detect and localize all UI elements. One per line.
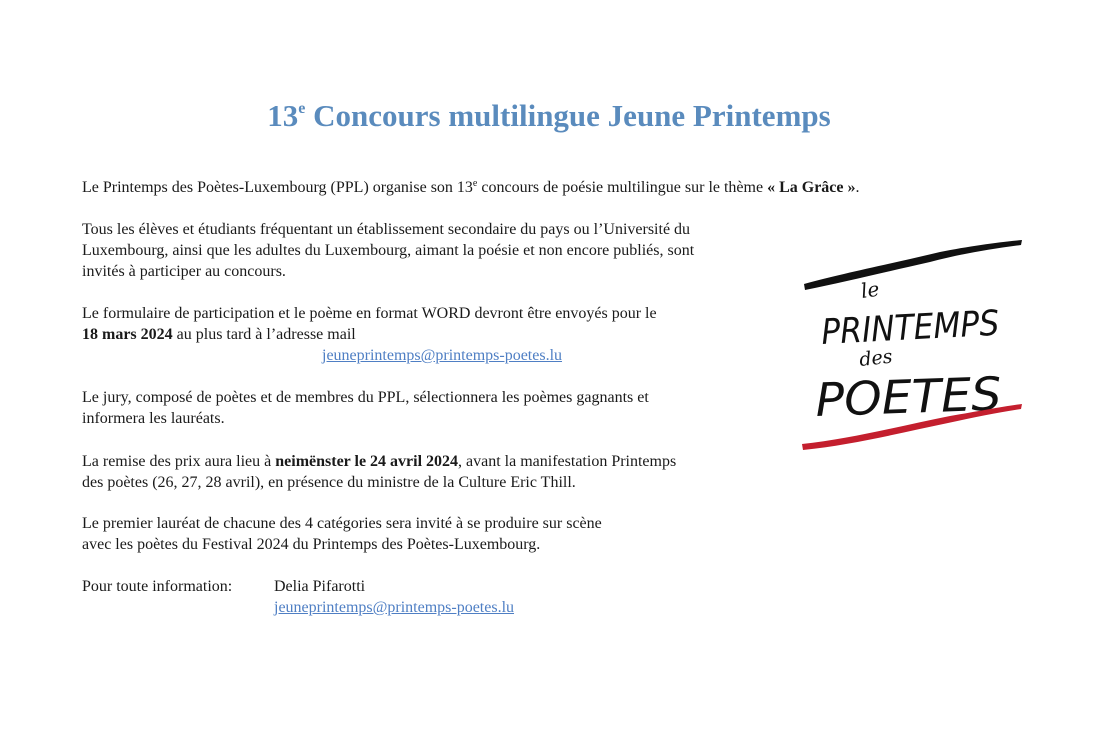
winners-line: Le premier lauréat de chacune des 4 catégories sera invité à se produire sur scène (82, 515, 602, 532)
intro-theme: « La Grâce » (767, 179, 856, 196)
submission-paragraph (82, 303, 657, 366)
submission-line-2 (82, 324, 657, 345)
contact-email-wrapper (82, 597, 514, 618)
ceremony-after: , avant la manifestation Printemps (458, 453, 677, 470)
logo-word-poetes: POETES (814, 366, 996, 427)
intro-before: Le Printemps des Poètes-Luxembourg (PPL) organise son 13 (82, 179, 473, 196)
intro-paragraph (82, 177, 860, 198)
logo-word-des: des (858, 345, 894, 371)
jury-line: informera les lauréats. (82, 410, 225, 427)
winners-paragraph (82, 513, 602, 555)
ceremony-venue-date: neimënster le 24 avril 2024 (275, 453, 459, 470)
title-number: 13 (267, 98, 299, 133)
eligibility-line: Luxembourg, ainsi que les adultes du Luxembourg, aimant la poésie et non encore publiés, sont (82, 242, 695, 259)
ceremony-paragraph (82, 451, 676, 493)
title-ordinal: e (298, 100, 306, 117)
contact-name: Delia Pifarotti (274, 578, 366, 595)
logo-top-stroke (804, 240, 1022, 290)
logo-word-printemps: PRINTEMPS (820, 302, 1022, 353)
ceremony-line-1 (82, 451, 676, 472)
intro-middle: concours de poésie multilingue sur le thème (477, 179, 768, 196)
submission-deadline: 18 mars 2024 (82, 326, 173, 343)
eligibility-paragraph (82, 219, 694, 282)
eligibility-line: Tous les élèves et étudiants fréquentant un établissement secondaire du pays ou l’Université du (82, 221, 691, 238)
ceremony-before: La remise des prix aura lieu à (82, 453, 276, 470)
contact-label: Pour toute information: (82, 578, 233, 595)
logo-word-le: le (859, 276, 881, 303)
ceremony-line-2: des poètes (26, 27, 28 avril), en présence du ministre de la Culture Eric Thill. (82, 474, 576, 491)
submission-email-wrapper (82, 345, 657, 366)
submission-line-2-rest: au plus tard à l’adresse mail (172, 326, 356, 343)
submission-email-link[interactable]: jeuneprintemps@printemps-poetes.lu (322, 347, 563, 364)
jury-paragraph (82, 387, 649, 429)
intro-ordinal: e (472, 178, 478, 189)
jury-line: Le jury, composé de poètes et de membres du PPL, sélectionnera les poèmes gagnants et (82, 389, 649, 406)
submission-line-1: Le formulaire de participation et le poème en format WORD devront être envoyés pour le (82, 305, 657, 322)
contact-paragraph (82, 576, 514, 618)
winners-line: avec les poètes du Festival 2024 du Printemps des Poètes-Luxembourg. (82, 536, 541, 553)
eligibility-line: invités à participer au concours. (82, 263, 286, 280)
page-title (0, 96, 1098, 136)
contact-email-link[interactable]: jeuneprintemps@printemps-poetes.lu (274, 599, 515, 616)
title-text: Concours multilingue Jeune Printemps (313, 98, 831, 133)
intro-end: . (855, 179, 860, 196)
contact-line-1 (82, 576, 514, 597)
printemps-des-poetes-logo (800, 234, 1026, 456)
